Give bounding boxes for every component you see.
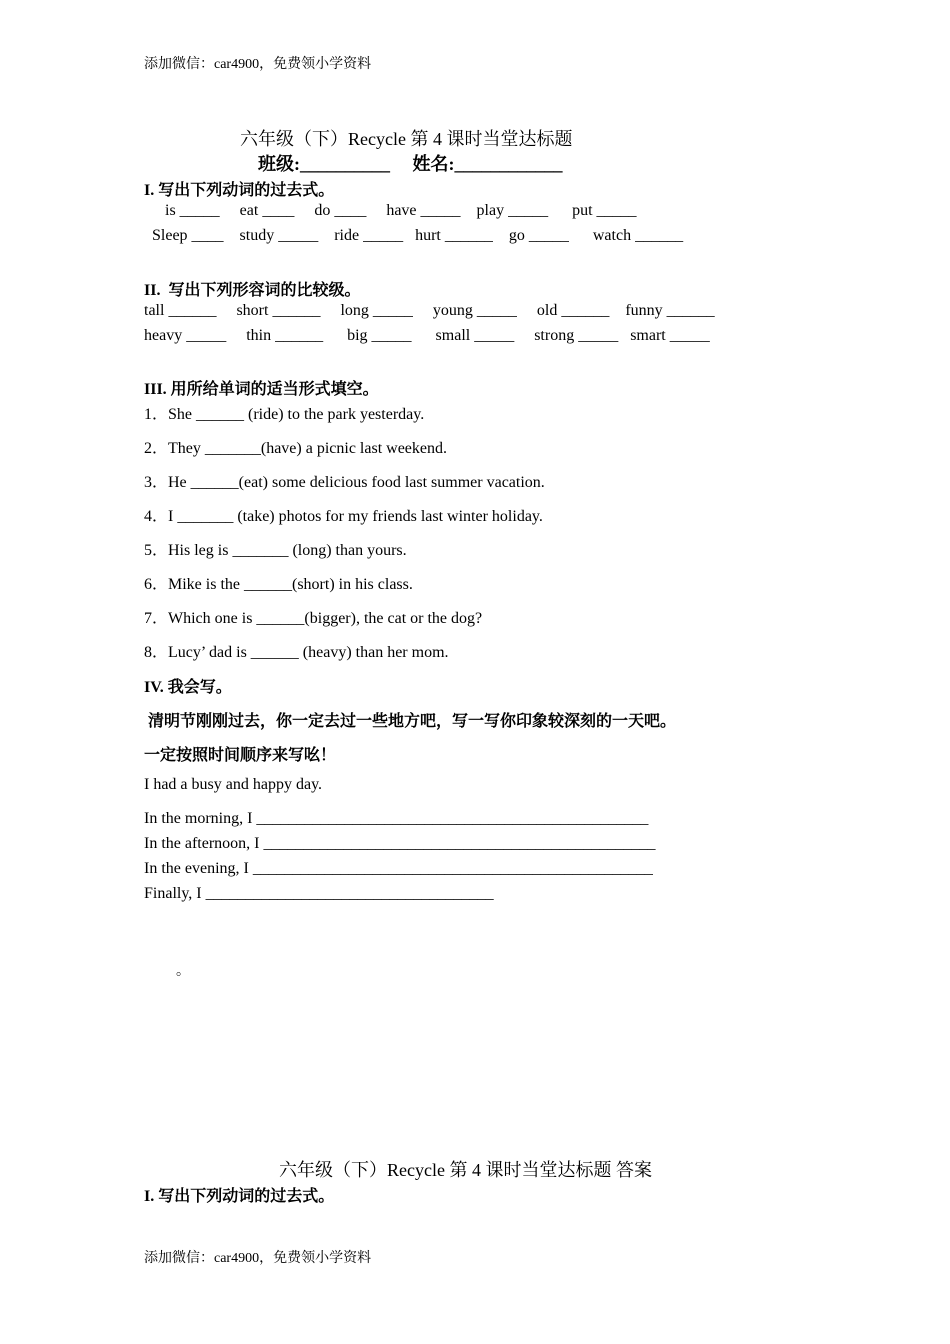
section3-item-7: 7．Which one is ______(bigger), the cat or the dog? <box>144 610 483 627</box>
answers-section1-heading: I. 写出下列动词的过去式。 <box>144 1188 335 1205</box>
section3-heading: III. 用所给单词的适当形式填空。 <box>144 381 379 398</box>
section4-prompt-2: 一定按照时间顺序来写吆！ <box>144 747 337 764</box>
writing-line-finally: Finally, I ____________________________________ <box>144 885 494 902</box>
section3-item-6: 6．Mike is the ______(short) in his class. <box>144 576 413 593</box>
class-name-line: 班级:__________ 姓名:____________ <box>258 154 563 174</box>
page-header: 添加微信：car4900，免费领小学资料 <box>144 57 372 72</box>
section4-prompt-1: 清明节刚刚过去，你一定去过一些地方吧，写一写你印象较深刻的一天吧。 <box>144 713 677 730</box>
section4-heading: IV. 我会写。 <box>144 679 232 696</box>
section2-row1: tall ______ short ______ long _____ young _____ old ______ funny ______ <box>144 302 715 319</box>
section2-row2: heavy _____ thin ______ big _____ small _____ strong _____ smart _____ <box>144 327 710 344</box>
section3-item-5: 5．His leg is _______ (long) than yours. <box>144 542 407 559</box>
writing-line-morning: In the morning, I _________________________________________________ <box>144 810 649 827</box>
writing-line-evening: In the evening, I __________________________________________________ <box>144 860 653 877</box>
section1-heading: I. 写出下列动词的过去式。 <box>144 182 335 199</box>
section4-intro: I had a busy and happy day. <box>144 776 323 793</box>
worksheet-title: 六年级（下）Recycle 第 4 课时当堂达标题 <box>240 129 573 149</box>
section3-item-2: 2．They _______(have) a picnic last weekend. <box>144 440 448 457</box>
section1-row2: Sleep ____ study _____ ride _____ hurt ______ go _____ watch ______ <box>152 227 684 244</box>
section3-item-1: 1．She ______ (ride) to the park yesterday. <box>144 406 425 423</box>
section2-heading: II. 写出下列形容词的比较级。 <box>144 282 361 299</box>
section3-item-3: 3．He ______(eat) some delicious food last summer vacation. <box>144 474 545 491</box>
page-footer: 添加微信：car4900，免费领小学资料 <box>144 1251 372 1266</box>
answers-title: 六年级（下）Recycle 第 4 课时当堂达标题 答案 <box>279 1160 652 1180</box>
section3-item-8: 8．Lucy’ dad is ______ (heavy) than her mom. <box>144 644 449 661</box>
section1-row1: is _____ eat ____ do ____ have _____ play _____ put _____ <box>165 202 637 219</box>
stray-period-mark: 。 <box>176 964 190 979</box>
writing-line-afternoon: In the afternoon, I _________________________________________________ <box>144 835 656 852</box>
section3-item-4: 4．I _______ (take) photos for my friends last winter holiday. <box>144 508 543 525</box>
